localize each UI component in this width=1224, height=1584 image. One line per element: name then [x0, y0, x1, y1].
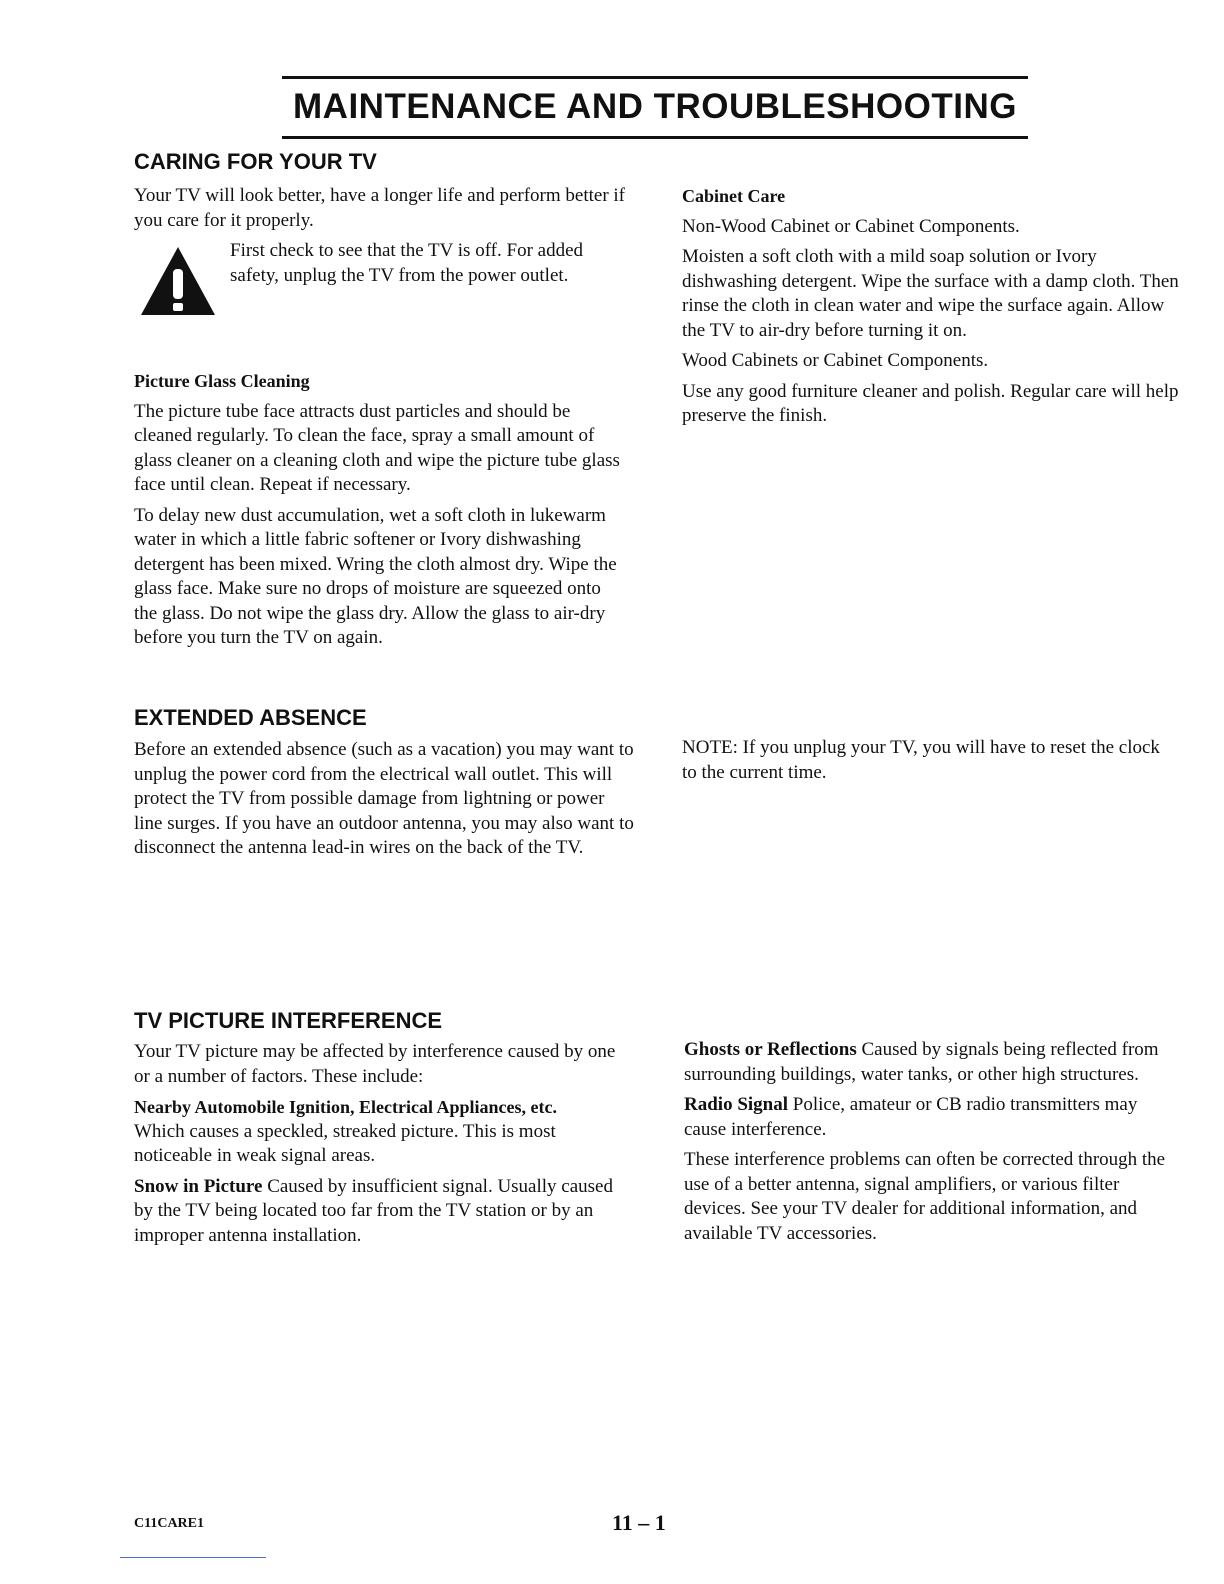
snow-title: Snow in Picture — [134, 1175, 263, 1197]
absence-text: Before an extended absence (such as a vacation) you may want to unplug the power cord from the electrical wall outlet. This will protect the TV from possible damage from lightning or power line surges. If you have an outdoor antenna, you may also want to disconnect the antenna lead-in wires on the back of the TV. — [134, 739, 634, 858]
interference-heading: TV PICTURE INTERFERENCE — [134, 1008, 443, 1033]
absence-left-column — [134, 738, 634, 867]
interference-left-column — [134, 1040, 630, 1254]
snow-text: Caused by insufficient signal. Usually caused by the TV being located too far from the TV station or by an improper antenna installation. — [134, 1175, 613, 1246]
picture-glass-title: Picture Glass Cleaning — [134, 371, 310, 391]
caring-intro: Your TV will look better, have a longer life and perform better if you care for it properly. — [134, 185, 626, 231]
footer-page-number: 11 – 1 — [612, 1510, 666, 1535]
picture-glass-paragraph-2: To delay new dust accumulation, wet a soft cloth in lukewarm water in which a little fabric softener or Ivory dishwashing detergent has been mixed. Wring the cloth almost dry. Wipe the glass face. Make sure no drops of moisture are squeezed onto the glass. Do not wipe the glass dry. Allow the glass to air-dry before you turn the TV on again. — [134, 504, 617, 648]
interference-closing: These interference problems can often be corrected through the use of a better antenna, signal amplifiers, or various filter devices. See your TV dealer for additional information, and available TV accessories. — [684, 1149, 1166, 1244]
nonwood-text: Moisten a soft cloth with a mild soap solution or Ivory dishwashing detergent. Wipe the surface with a damp cloth. Then rinse the cloth in clean water and wipe the surface again. Allow the TV to air-dry before turning it on. — [682, 246, 1179, 341]
cabinet-care-title: Cabinet Care — [682, 186, 786, 206]
safety-warning — [134, 239, 626, 369]
caring-heading: CARING FOR YOUR TV — [134, 149, 377, 174]
title-rule-bottom — [282, 136, 1028, 139]
footer-divider — [120, 1557, 266, 1558]
radio-paragraph — [684, 1093, 1184, 1142]
radio-title: Radio Signal — [684, 1094, 789, 1115]
radio-text: Police, amateur or CB radio transmitters may cause interference. — [684, 1094, 1138, 1140]
ghosts-title: Ghosts or Reflections — [684, 1039, 857, 1060]
page-title: MAINTENANCE AND TROUBLESHOOTING — [293, 87, 1017, 126]
wood-text: Use any good furniture cleaner and polish. Regular care will help preserve the finish. — [682, 380, 1179, 426]
ghosts-paragraph — [684, 1038, 1184, 1087]
ghosts-text: Caused by signals being reflected from surrounding buildings, water tanks, or other high structures. — [684, 1039, 1159, 1085]
wood-title: Wood Cabinets or Cabinet Components. — [682, 350, 989, 371]
cabinet-care-column — [682, 184, 1182, 435]
warning-text: First check to see that the TV is off. For added safety, unplug the TV from the power outlet. — [230, 240, 584, 286]
snow-paragraph — [134, 1175, 630, 1249]
warning-triangle-icon — [138, 241, 218, 321]
ignition-text: Which causes a speckled, streaked picture. This is most noticeable in weak signal areas. — [134, 1120, 556, 1166]
title-rule-top — [282, 76, 1028, 79]
absence-note: NOTE: If you unplug your TV, you will have to reset the clock to the current time. — [682, 737, 1160, 783]
interference-intro: Your TV picture may be affected by interference caused by one or a number of factors. These include: — [134, 1041, 616, 1087]
absence-heading: EXTENDED ABSENCE — [134, 705, 367, 730]
nonwood-title: Non-Wood Cabinet or Cabinet Components. — [682, 215, 1020, 237]
ignition-title: Nearby Automobile Ignition, Electrical Appliances, etc. — [134, 1097, 557, 1117]
interference-right-column — [684, 1038, 1184, 1252]
absence-right-column — [682, 736, 1172, 791]
caring-left-column — [134, 184, 626, 657]
picture-glass-paragraph-1: The picture tube face attracts dust particles and should be cleaned regularly. To clean the face, spray a small amount of glass cleaner on a cleaning cloth and wipe the picture tube glass face until clean. Repeat if necessary. — [134, 400, 620, 495]
footer-document-code: C11CARE1 — [134, 1516, 205, 1531]
